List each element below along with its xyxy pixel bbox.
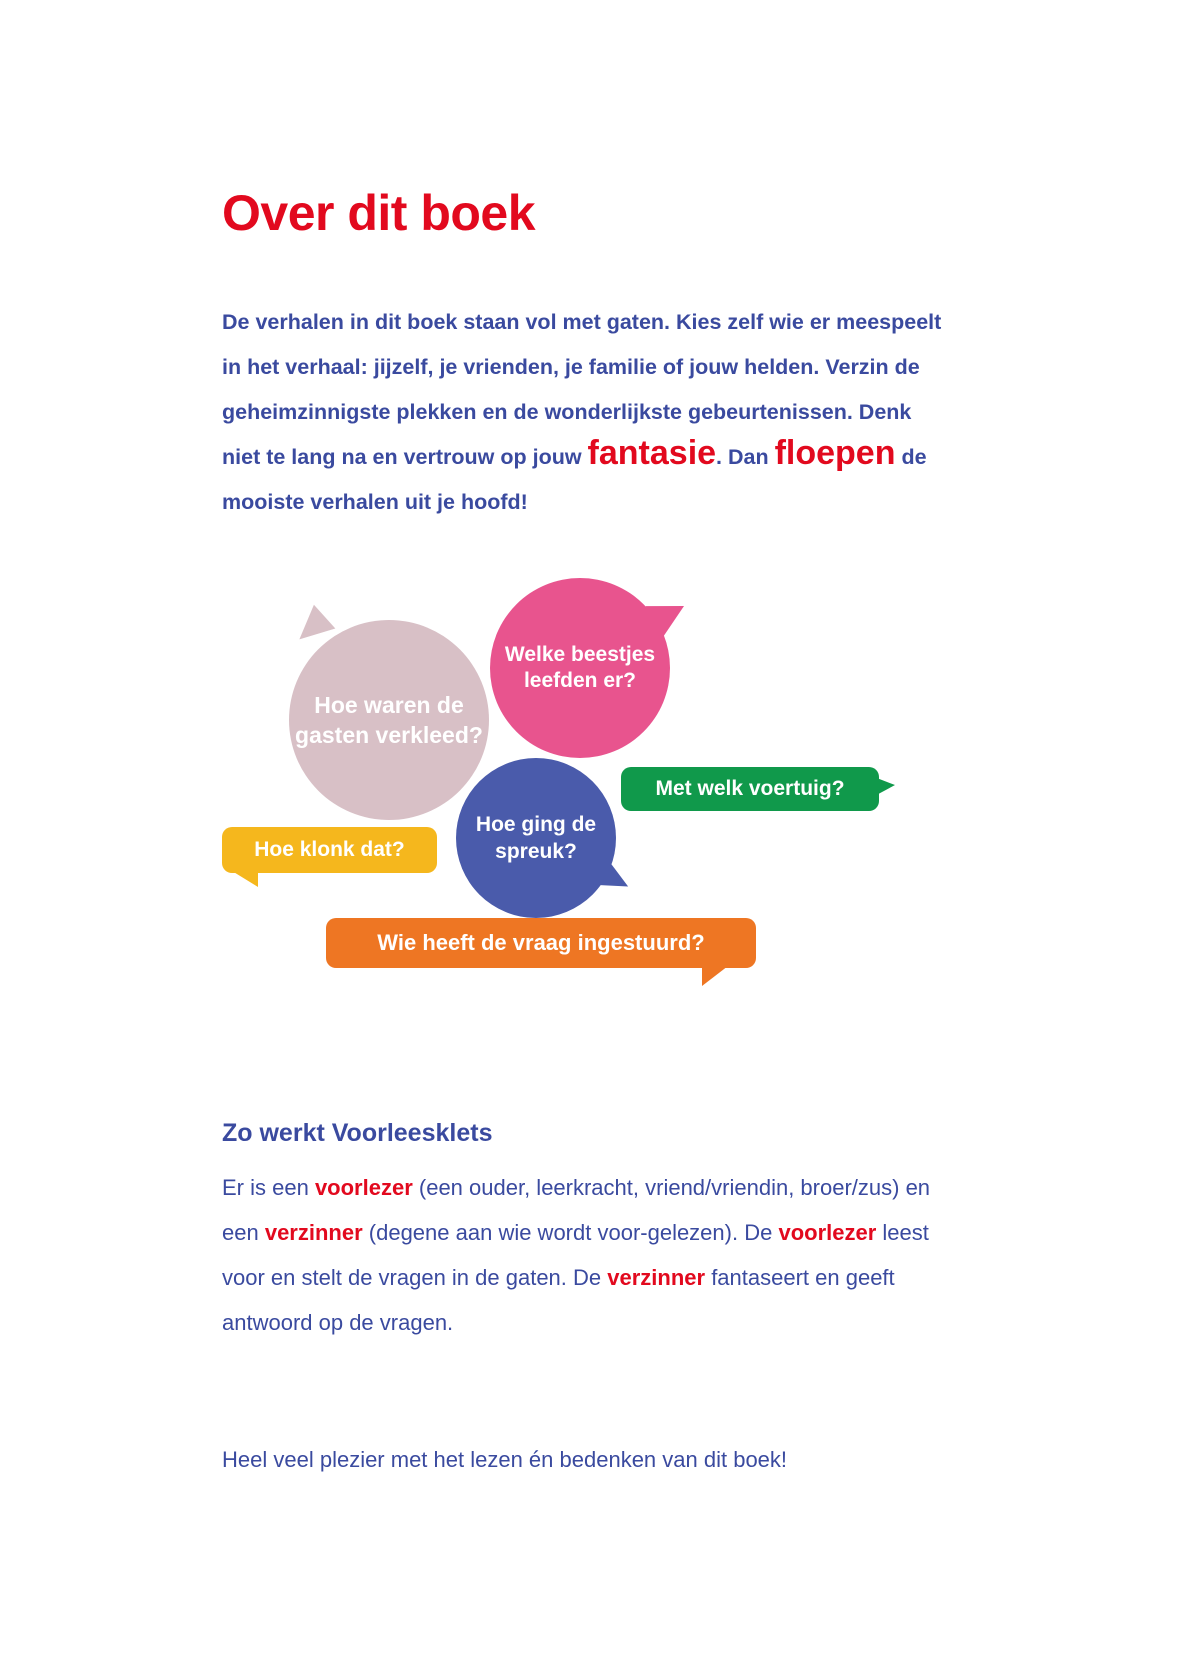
speech-bubble-mauve <box>289 620 489 820</box>
bubble-tail-icon <box>232 871 258 887</box>
speech-bubble-mauve-label: Hoe waren de gasten verkleed? <box>295 692 483 748</box>
speech-bubble-green-label: Met welk voertuig? <box>655 777 845 800</box>
speech-bubble-pink-label: Welke beestjes leefden er? <box>504 643 656 692</box>
bubble-tail-icon <box>702 966 728 986</box>
speech-bubble-orange-label: Wie heeft de vraag ingestuurd? <box>377 930 705 955</box>
intro-text-part3: de mooiste verhalen uit je hoofd! <box>222 444 927 514</box>
intro-text-part2: . Dan <box>716 444 775 469</box>
speech-bubble-yellow <box>222 827 437 873</box>
body-text-s4: leest voor en stelt de vragen in de gaten. De <box>222 1220 929 1290</box>
speech-bubble-green <box>621 767 879 811</box>
section-heading: Zo werkt Voorleesklets <box>222 1118 493 1147</box>
body-highlight-verzinner-2: verzinner <box>607 1265 706 1290</box>
intro-highlight-fantasie: fantasie <box>587 433 717 472</box>
body-highlight-verzinner-1: verzinner <box>264 1220 363 1245</box>
body-text-s2: (een ouder, leerkracht, vriend/vriendin, broer/zus) en een <box>222 1175 931 1245</box>
speech-bubble-blue-label: Hoe ging de spreuk? <box>475 813 597 863</box>
section-body <box>222 1165 962 1345</box>
body-highlight-voorlezer-1: voorlezer <box>314 1175 413 1200</box>
intro-text-part1: De verhalen in dit boek staan vol met gaten. Kies zelf wie er meespeelt in het verhaal: jijzelf, je vrienden, je familie of jouw helden. Verzin de geheimzinnigste plekken en de wonderlijkste gebeurtenissen. Denk niet te lang na en vertrouw op jouw <box>222 309 942 469</box>
speech-bubble-orange <box>326 918 756 968</box>
intro-paragraph <box>222 300 952 525</box>
intro-highlight-floepen: floepen <box>774 433 896 472</box>
body-text-s5: fantaseert en geeft antwoord op de vragen. <box>222 1265 895 1335</box>
bubble-tail-icon <box>289 605 336 652</box>
closing-text: Heel veel plezier met het lezen én bedenken van dit boek! <box>222 1447 788 1472</box>
speech-bubble-yellow-label: Hoe klonk dat? <box>254 838 405 861</box>
bubble-tail-icon <box>869 775 895 799</box>
speech-bubble-blue <box>456 758 616 918</box>
page-title: Over dit boek <box>222 184 536 241</box>
body-highlight-voorlezer-2: voorlezer <box>778 1220 877 1245</box>
bubble-tail-icon <box>646 590 693 638</box>
speech-bubble-pink <box>490 578 670 758</box>
speech-bubble-cluster <box>222 578 982 998</box>
body-text-s3: (degene aan wie wordt voor-gelezen). De <box>362 1220 779 1245</box>
body-text-s1: Er is een <box>222 1175 315 1200</box>
